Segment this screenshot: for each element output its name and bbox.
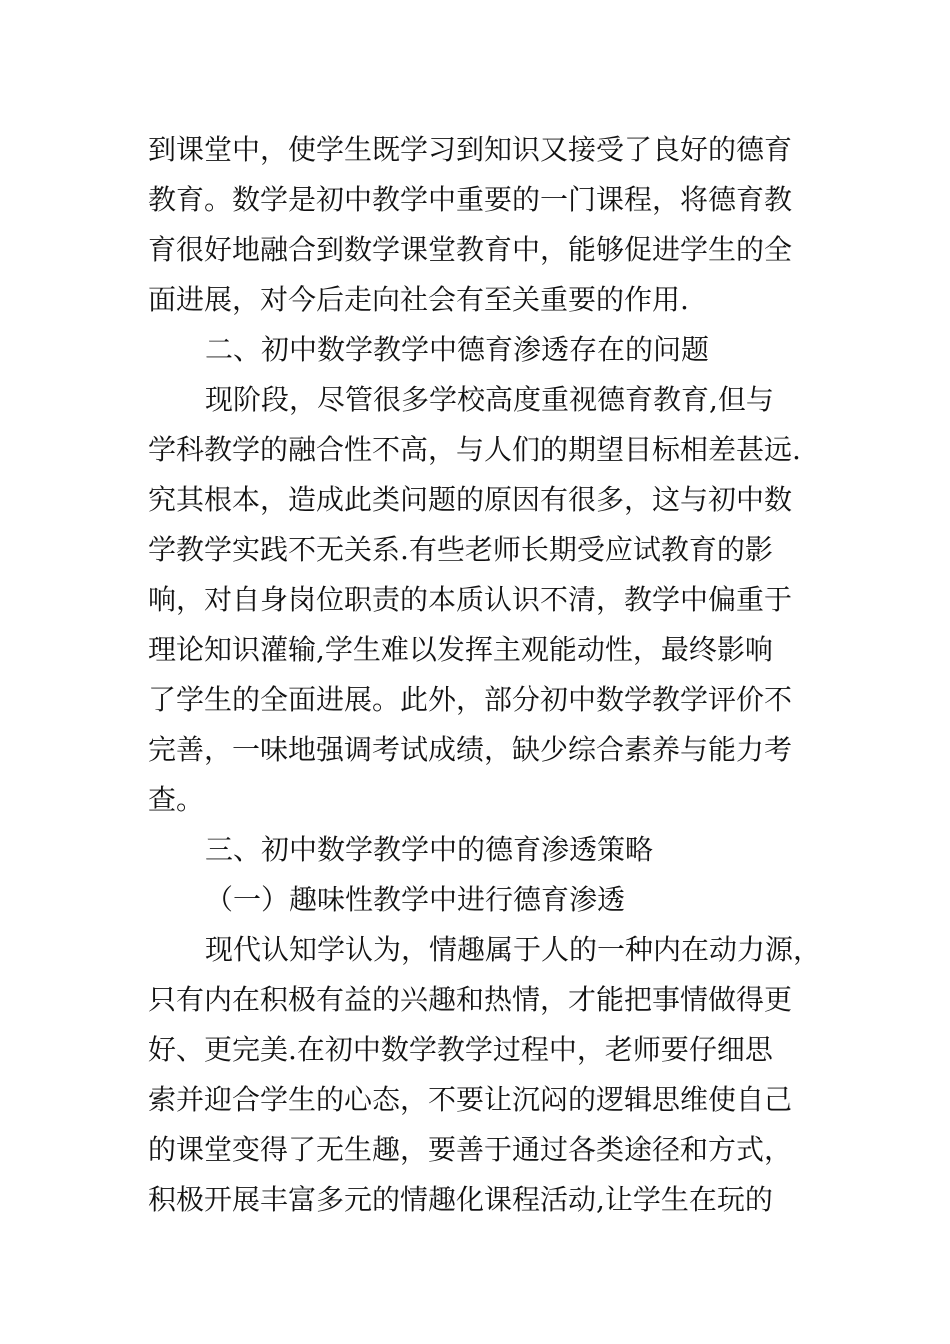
paragraph-line: 响，对自身岗位职责的本质认识不清，教学中偏重于: [148, 583, 793, 616]
paragraph-line: 到课堂中，使学生既学习到知识又接受了良好的德育: [148, 133, 793, 166]
paragraph-line: 的课堂变得了无生趣，要善于通过各类途径和方式，: [148, 1133, 793, 1166]
paragraph-line: 理论知识灌输,学生难以发挥主观能动性，最终影响: [148, 633, 773, 666]
paragraph-line: 育很好地融合到数学课堂教育中，能够促进学生的全: [148, 233, 793, 266]
section-heading: 三、初中数学教学中的德育渗透策略: [205, 833, 654, 866]
paragraph-line: 学科教学的融合性不高，与人们的期望目标相差甚远.: [148, 433, 801, 466]
paragraph-line: 现代认知学认为，情趣属于人的一种内在动力源，: [205, 933, 822, 966]
paragraph-line: 教育。数学是初中教学中重要的一门课程，将德育教: [148, 183, 793, 216]
paragraph-line: 现阶段，尽管很多学校高度重视德育教育,但与: [205, 383, 774, 416]
section-heading: 二、初中数学教学中德育渗透存在的问题: [205, 333, 710, 366]
paragraph-line: 查。: [148, 783, 205, 816]
paragraph-line: 面进展，对今后走向社会有至关重要的作用.: [148, 283, 689, 316]
paragraph-line: 好、更完美.在初中数学教学过程中，老师要仔细思: [148, 1033, 773, 1066]
paragraph-line: 积极开展丰富多元的情趣化课程活动,让学生在玩的: [148, 1183, 773, 1216]
subsection-heading: （一）趣味性教学中进行德育渗透: [205, 883, 626, 916]
paragraph-line: 了学生的全面进展。此外，部分初中数学教学评价不: [148, 683, 793, 716]
paragraph-line: 只有内在积极有益的兴趣和热情，才能把事情做得更: [148, 983, 793, 1016]
paragraph-line: 究其根本，造成此类问题的原因有很多，这与初中数: [148, 483, 793, 516]
paragraph-line: 完善，一味地强调考试成绩，缺少综合素养与能力考: [148, 733, 793, 766]
paragraph-line: 学教学实践不无关系.有些老师长期受应试教育的影: [148, 533, 773, 566]
paragraph-line: 索并迎合学生的心态，不要让沉闷的逻辑思维使自己: [148, 1083, 793, 1116]
